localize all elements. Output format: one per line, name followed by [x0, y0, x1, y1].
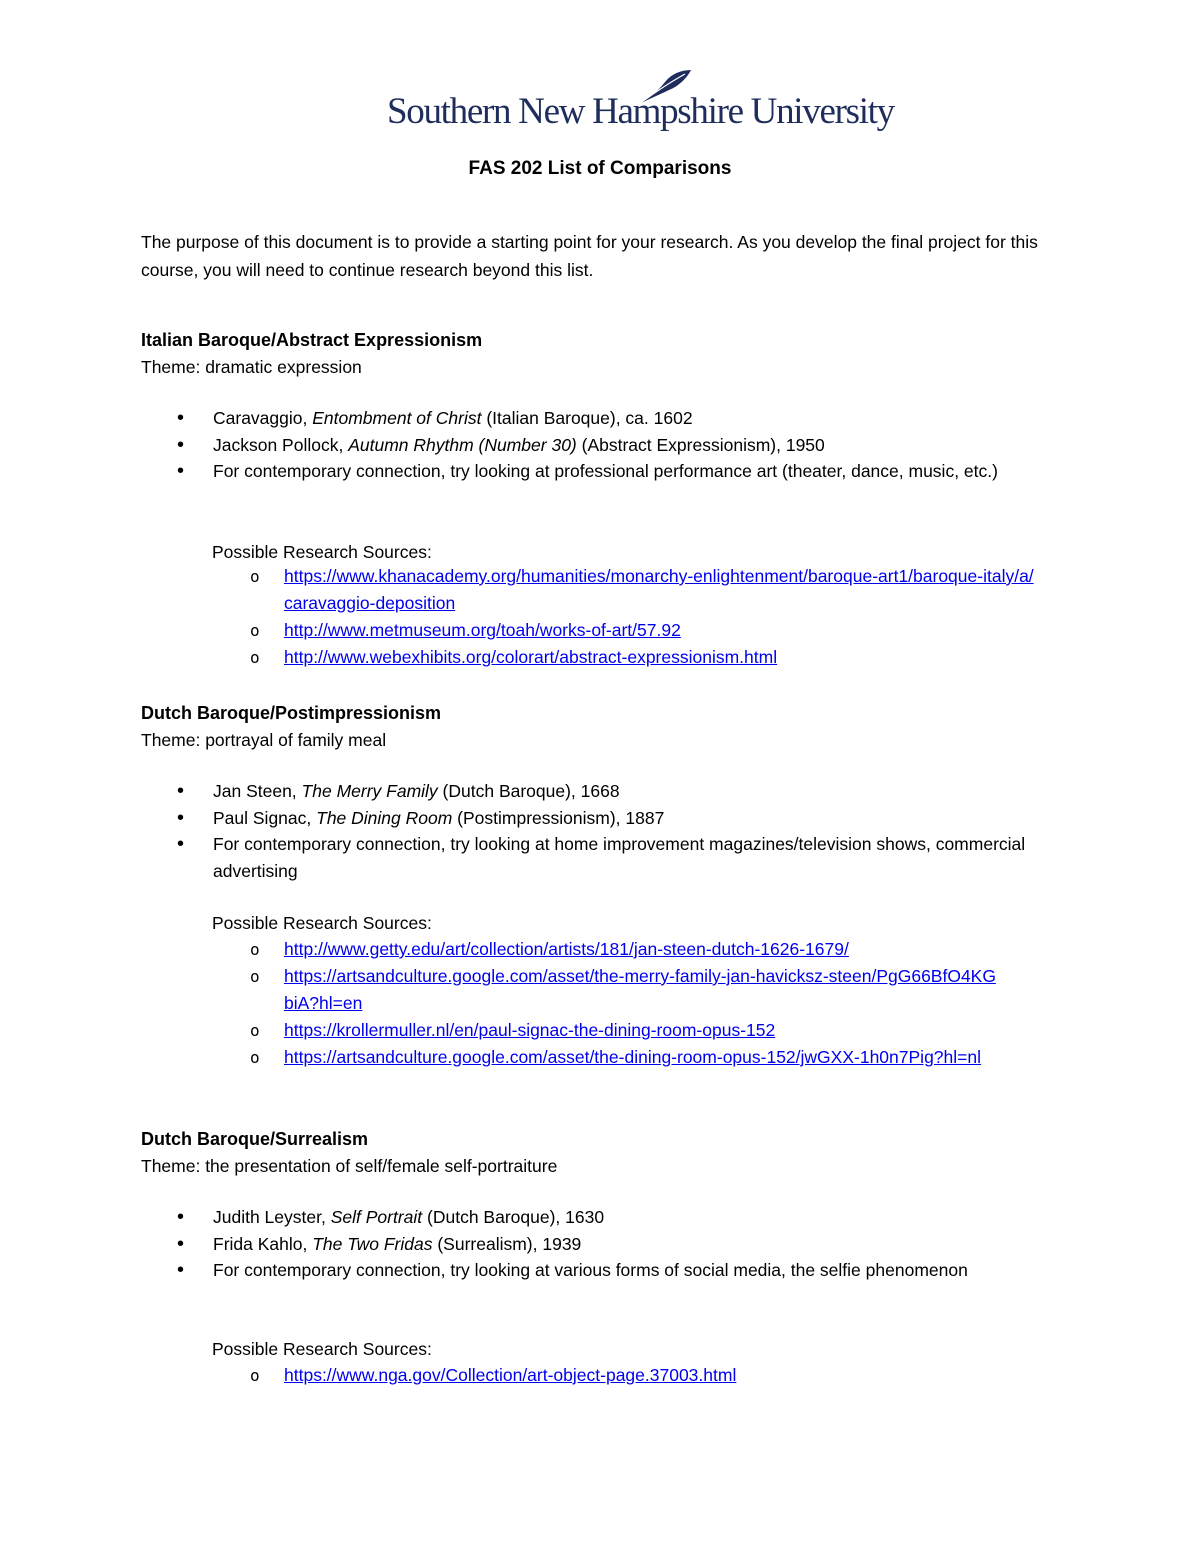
- source-links: [212, 936, 1002, 1071]
- intro-paragraph: The purpose of this document is to provide a starting point for your research. As you develop the final project for this course, you will need to continue research beyond this list.: [141, 232, 1038, 280]
- source-links: [212, 563, 1042, 671]
- source-link[interactable]: https://artsandculture.google.com/asset/the-dining-room-opus-152/jwGXX-1h0n7Pig?hl=nl: [284, 1047, 981, 1067]
- logo-wordmark: Southern New Hampshire University: [387, 91, 894, 132]
- list-item: • For contemporary connection, try looking at various forms of social media, the selfie phenomenon: [141, 1257, 1061, 1284]
- section-theme: Theme: portrayal of family meal: [141, 730, 387, 750]
- university-logo: [387, 68, 894, 138]
- list-item: [212, 563, 1042, 617]
- list-item: • Jackson Pollock, Autumn Rhythm (Number 30) (Abstract Expressionism), 1950: [141, 432, 1061, 459]
- list-item: • Frida Kahlo, The Two Fridas (Surrealism), 1939: [141, 1231, 1061, 1258]
- list-item: • Paul Signac, The Dining Room (Postimpressionism), 1887: [141, 805, 1061, 832]
- list-item: • Caravaggio, Entombment of Christ (Italian Baroque), ca. 1602: [141, 405, 1061, 432]
- sources-label: Possible Research Sources:: [212, 913, 432, 933]
- source-links: [212, 1362, 1002, 1389]
- list-item: [212, 1362, 1002, 1389]
- artwork-list: [141, 405, 1061, 485]
- list-item: [212, 963, 1002, 1017]
- list-item: • Jan Steen, The Merry Family (Dutch Baroque), 1668: [141, 778, 1061, 805]
- list-item: • For contemporary connection, try looking at home improvement magazines/television shows, commercial advertising: [141, 831, 1061, 884]
- section-heading: Italian Baroque/Abstract Expressionism: [141, 330, 483, 350]
- source-link[interactable]: https://krollermuller.nl/en/paul-signac-the-dining-room-opus-152: [284, 1020, 776, 1040]
- list-item: [212, 644, 1042, 671]
- source-link[interactable]: https://artsandculture.google.com/asset/the-merry-family-jan-havicksz-steen/PgG66BfO4KGbiA?hl=en: [284, 966, 996, 1013]
- list-item: [212, 1017, 1002, 1044]
- section-theme: Theme: dramatic expression: [141, 357, 362, 377]
- list-item: [212, 1044, 1002, 1071]
- source-link[interactable]: https://www.khanacademy.org/humanities/monarchy-enlightenment/baroque-art1/baroque-italy/a/caravaggio-deposition: [284, 566, 1034, 613]
- sources-label: Possible Research Sources:: [212, 1339, 432, 1359]
- section-heading: Dutch Baroque/Postimpressionism: [141, 703, 442, 723]
- section-theme: Theme: the presentation of self/female self-portraiture: [141, 1156, 558, 1176]
- section-heading: Dutch Baroque/Surrealism: [141, 1129, 369, 1149]
- list-item: • For contemporary connection, try looking at professional performance art (theater, dance, music, etc.): [141, 458, 1061, 485]
- list-item: [212, 936, 1002, 963]
- sources-label: Possible Research Sources:: [212, 542, 432, 562]
- source-link[interactable]: http://www.webexhibits.org/colorart/abstract-expressionism.html: [284, 647, 778, 667]
- document-title: FAS 202 List of Comparisons: [468, 158, 732, 179]
- list-item: • Judith Leyster, Self Portrait (Dutch Baroque), 1630: [141, 1204, 1061, 1231]
- source-link[interactable]: http://www.getty.edu/art/collection/artists/181/jan-steen-dutch-1626-1679/: [284, 939, 849, 959]
- source-link[interactable]: https://www.nga.gov/Collection/art-object-page.37003.html: [284, 1365, 737, 1385]
- artwork-list: [141, 778, 1061, 884]
- artwork-list: [141, 1204, 1061, 1284]
- list-item: [212, 617, 1042, 644]
- source-link[interactable]: http://www.metmuseum.org/toah/works-of-art/57.92: [284, 620, 681, 640]
